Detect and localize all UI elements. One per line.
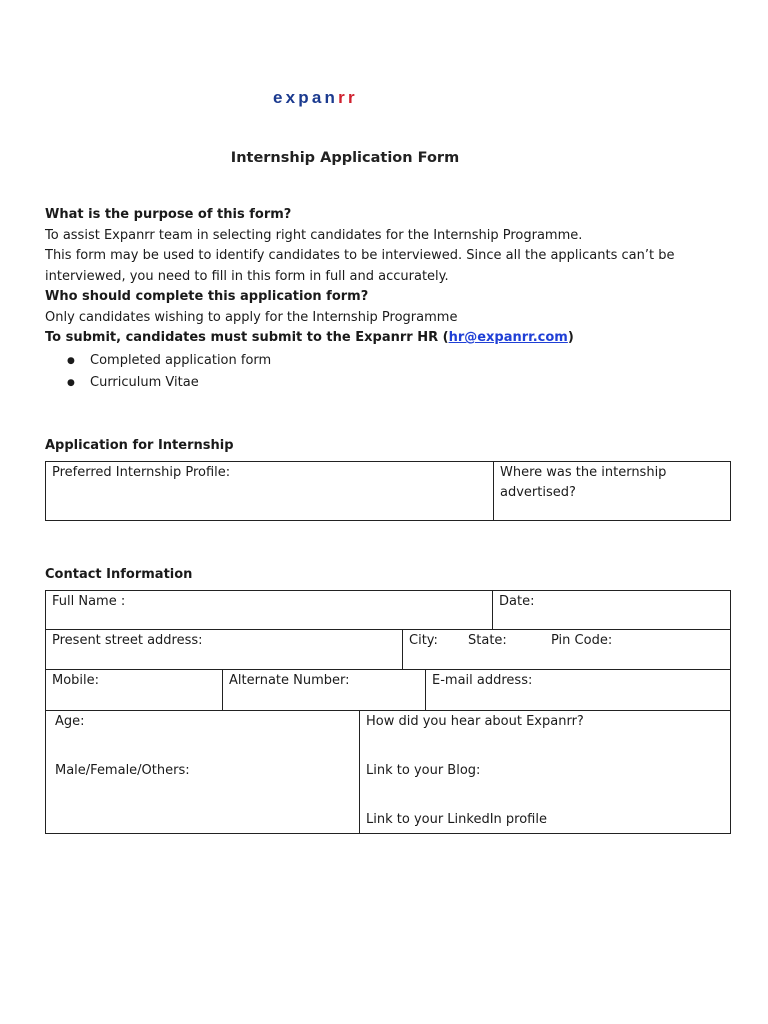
col-divider xyxy=(402,629,403,670)
referral-source-field[interactable]: How did you hear about Expanrr? xyxy=(366,714,584,729)
contact-heading: Contact Information xyxy=(45,567,193,582)
full-name-field[interactable]: Full Name : xyxy=(52,594,126,609)
company-logo xyxy=(273,88,358,108)
date-field[interactable]: Date: xyxy=(499,594,535,609)
gender-field[interactable]: Male/Female/Others: xyxy=(55,763,190,778)
list-item: ● Completed application form xyxy=(45,350,271,372)
submit-suffix: ) xyxy=(567,330,574,345)
table-divider xyxy=(493,461,494,521)
purpose-line-3: interviewed, you need to fill in this form in full and accurately. xyxy=(45,268,449,284)
linkedin-field[interactable]: Link to your LinkedIn profile xyxy=(366,812,547,827)
pin-code-field[interactable]: Pin Code: xyxy=(551,633,613,648)
hr-email-link[interactable]: hr@expanrr.com xyxy=(448,330,568,345)
row-divider xyxy=(45,710,731,711)
alternate-number-field[interactable]: Alternate Number: xyxy=(229,673,350,688)
row-divider xyxy=(45,629,731,630)
col-divider xyxy=(222,669,223,711)
col-divider xyxy=(359,710,360,834)
mobile-field[interactable]: Mobile: xyxy=(52,673,100,688)
email-address-field[interactable]: E-mail address: xyxy=(432,673,533,688)
application-heading: Application for Internship xyxy=(45,438,234,453)
col-divider xyxy=(492,590,493,630)
advertised-field-line2: advertised? xyxy=(500,485,576,500)
purpose-question: What is the purpose of this form? xyxy=(45,207,292,222)
row-divider xyxy=(45,669,731,670)
purpose-line-1: To assist Expanrr team in selecting right candidates for the Internship Programme. xyxy=(45,227,583,243)
logo-text-primary: expan xyxy=(273,88,339,107)
who-question: Who should complete this application form? xyxy=(45,289,369,304)
blog-link-field[interactable]: Link to your Blog: xyxy=(366,763,481,778)
city-field[interactable]: City: xyxy=(409,633,438,648)
advertised-field-line1[interactable]: Where was the internship xyxy=(500,465,667,480)
page-title: Internship Application Form xyxy=(230,150,460,166)
who-answer: Only candidates wishing to apply for the Internship Programme xyxy=(45,309,458,325)
submit-prefix: To submit, candidates must submit to the Expanrr HR ( xyxy=(45,330,449,345)
age-field[interactable]: Age: xyxy=(55,714,85,729)
street-address-field[interactable]: Present street address: xyxy=(52,633,203,648)
purpose-line-2: This form may be used to identify candidates to be interviewed. Since all the applicants can’t be xyxy=(45,248,675,263)
logo-text-accent: rr xyxy=(338,88,358,107)
list-item: ● Curriculum Vitae xyxy=(45,372,271,394)
preferred-profile-field[interactable]: Preferred Internship Profile: xyxy=(52,465,231,480)
submission-list xyxy=(45,350,271,394)
state-field[interactable]: State: xyxy=(468,633,507,648)
submit-instruction xyxy=(45,328,735,349)
col-divider xyxy=(425,669,426,711)
intro-section xyxy=(45,205,735,349)
